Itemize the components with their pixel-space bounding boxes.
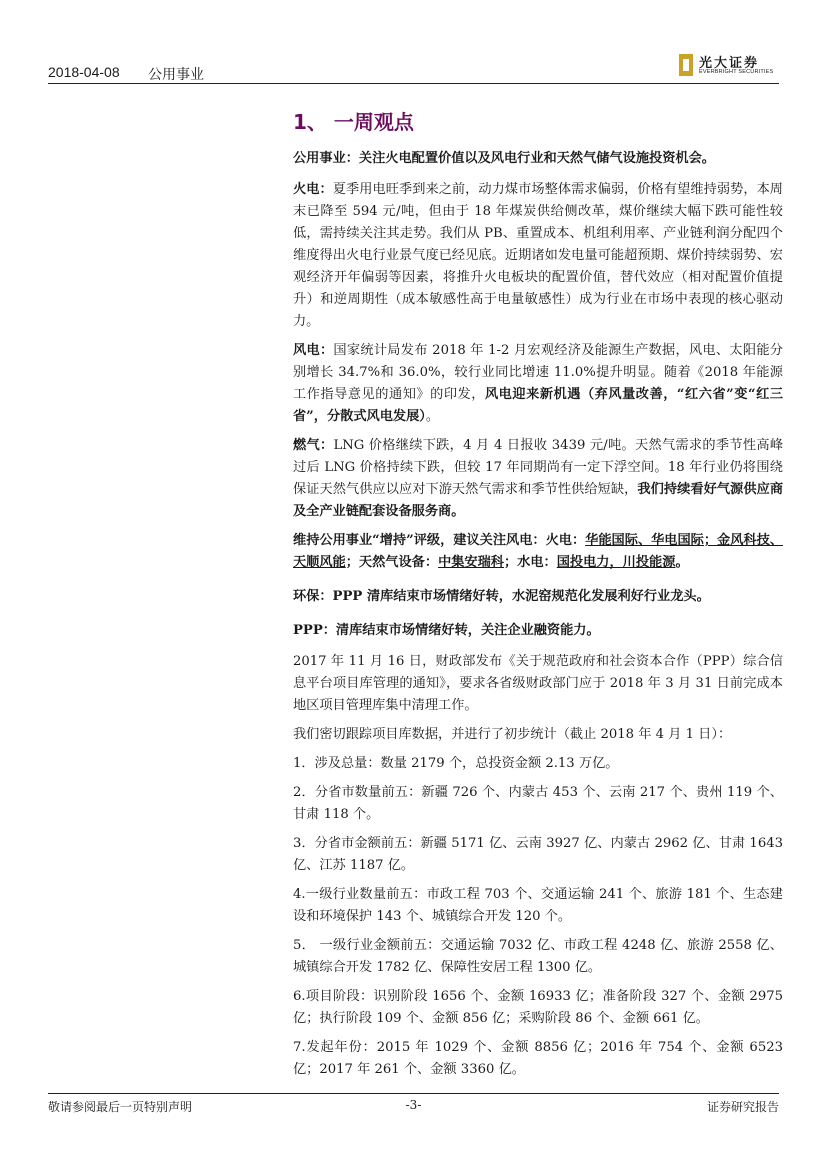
header-divider (48, 83, 779, 84)
gas-text: LNG 价格继续下跌，4 月 4 日报收 3439 元/吨。天然气需求的季节性高峰过后 LNG 价格持续下跌，但较 17 年同期尚有一定下浮空间。18 年行业仍将围绕保证天然气供应以应对下游天然气需求和季节性供给短缺， (293, 438, 784, 497)
rating-stocks-hydro: 国投电力，川投能源 (556, 555, 676, 570)
rating-stock-gas: 中集安瑞科 (438, 555, 504, 570)
env-headline: 环保：PPP 清库结束市场情绪好转，水泥窑规范化发展利好行业龙头。 (293, 589, 710, 604)
stat-item: 1．涉及总量：数量 2179 个，总投资金额 2.13 万亿。 (293, 756, 619, 771)
main-content (293, 100, 783, 1088)
utility-headline: 公用事业：关注火电配置价值以及风电行业和天然气储气设施投资机会。 (293, 151, 715, 166)
logo-name-en: EVERBRIGHT SECURITIES (699, 69, 774, 75)
wind-highlight: 风电迎来新机遇（弃风量改善，“红六省”变“红三省”，分散式风电发展） (293, 387, 783, 424)
gas-label: 燃气： (293, 438, 334, 453)
wind-text: 国家统计局发布 2018 年 1-2 月宏观经济及能源生产数据，风电、太阳能分别增长 34.7%和 36.0%，较行业同比增速 11.0%提升明显。随着《2018 年能源工作指导意见的通知》的印发， (293, 343, 783, 402)
stat-item: 7.发起年份：2015 年 1029 个、金额 8856 亿；2016 年 754 个、金额 6523 亿；2017 年 261 个、金额 3360 亿。 (293, 1040, 783, 1077)
footer-report-type: 证券研究报告 (706, 1100, 779, 1114)
footer-divider (48, 1093, 779, 1094)
gas-highlight: 我们持续看好气源供应商及全产业链配套设备服务商。 (293, 482, 784, 519)
thermal-label: 火电： (293, 182, 333, 197)
logo-mark-icon (679, 54, 693, 76)
wind-label: 风电： (293, 343, 334, 358)
thermal-paragraph (293, 179, 783, 333)
stat-item: 6.项目阶段：识别阶段 1656 个、金额 16933 亿；准备阶段 327 个、金额 2975 亿；执行阶段 109 个、金额 856 亿；采购阶段 86 个、金额 661 亿。 (293, 989, 783, 1026)
stat-item: 3．分省市金额前五：新疆 5171 亿、云南 3927 亿、内蒙古 2962 亿、甘肃 1643 亿、江苏 1187 亿。 (293, 836, 783, 873)
stat-item: 4.一级行业数量前五：市政工程 703 个、交通运输 241 个、旅游 181 个、生态建设和环境保护 143 个、城镇综合开发 120 个。 (293, 887, 783, 924)
ppp-headline: PPP：清库结束市场情绪好转，关注企业融资能力。 (293, 623, 600, 638)
footer-disclaimer: 敬请参阅最后一页特别声明 (48, 1100, 193, 1114)
company-logo (679, 52, 779, 80)
gas-paragraph (293, 435, 783, 523)
rating-end: 。 (675, 555, 689, 570)
stat-item: 5． 一级行业金额前五：交通运输 7032 亿、市政工程 4248 亿、旅游 2558 亿、城镇综合开发 1782 亿、保障性安居工程 1300 亿。 (293, 938, 783, 975)
rating-stocks-power: 华能国际、华电国际；金风科技、天顺风能 (293, 533, 783, 570)
rating-paragraph (293, 530, 783, 574)
rating-gas-label: ；天然气设备： (345, 555, 439, 570)
rating-hydro-label: ；水电： (504, 555, 557, 570)
stat-item: 2．分省市数量前五：新疆 726 个、内蒙古 453 个、云南 217 个、贵州 119 个、甘肃 118 个。 (293, 785, 783, 822)
logo-name-cn: 光大证券 (699, 56, 760, 71)
section-title: 1、 一周观点 (293, 110, 414, 134)
thermal-text: 夏季用电旺季到来之前，动力煤市场整体需求偏弱，价格有望维持弱势，本周末已降至 594 元/吨，但由于 18 年煤炭供给侧改革，煤价继续大幅下跌可能性较低，需持续关注其走势。我们从 PB、重置成本、机组利用率、产业链利润分配四个维度得出火电行业景气度已经见底。近期诸如发电量可能超预期、煤价持续弱势、宏观经济开年偏弱等因素，将推升火电板块的配置价值，替代效应（相对配置价值提升）和逆周期性（成本敏感性高于电量敏感性）成为行业在市场中表现的核心驱动力。 (293, 182, 783, 329)
wind-paragraph (293, 340, 783, 428)
report-date: 2018-04-08 (48, 64, 120, 80)
wind-end: 。 (425, 409, 440, 424)
ppp-paragraph: 2017 年 11 月 16 日，财政部发布《关于规范政府和社会资本合作（PPP）综合信息平台项目库管理的通知》，要求各省级财政部门应于 2018 年 3 月 31 日前完成本地区项目管理库集中清理工作。 (293, 654, 783, 713)
industry-label: 公用事业 (148, 67, 204, 83)
stats-intro: 我们密切跟踪项目库数据，并进行了初步统计（截止 2018 年 4 月 1 日）： (293, 727, 732, 742)
page-number: -3- (405, 1098, 422, 1112)
page-header (48, 52, 779, 82)
rating-intro: 维持公用事业“增持”评级，建议关注风电：火电： (293, 533, 586, 548)
